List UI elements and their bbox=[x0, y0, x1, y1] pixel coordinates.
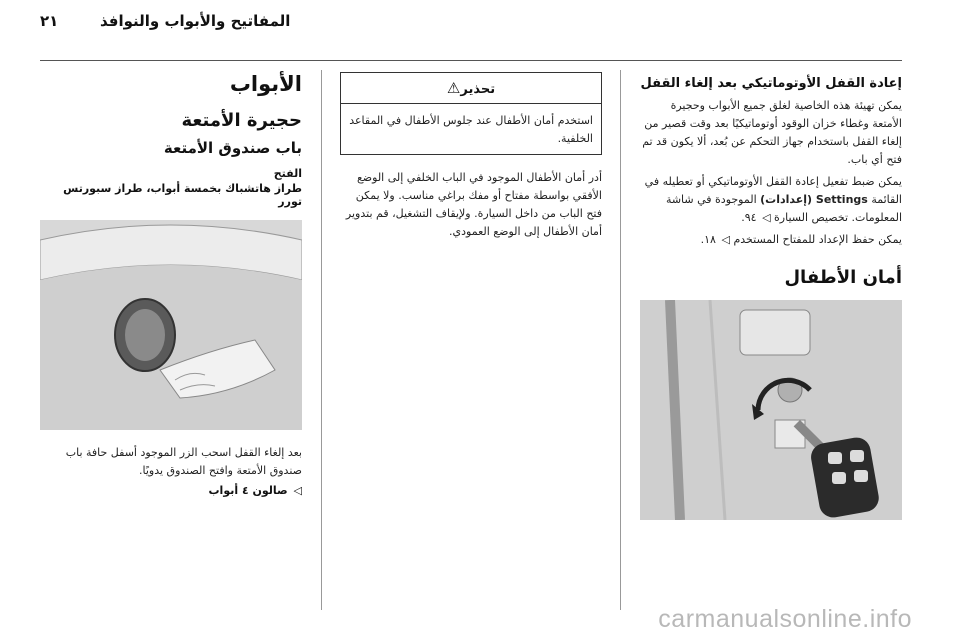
opening-label: الفتح bbox=[273, 167, 302, 180]
settings-text-pre: يمكن ضبط تفعيل إعادة القفل الأوتوماتيكي أو تعطيله في القائمة bbox=[644, 175, 902, 206]
settings-page-ref[interactable]: ٩٤ bbox=[744, 211, 757, 224]
key-setting-page-ref[interactable]: ١٨ bbox=[704, 233, 716, 246]
warning-header bbox=[341, 73, 601, 104]
middle-column bbox=[340, 72, 602, 245]
settings-text-post: الموجودة في شاشة المعلومات. تخصيص السيارة bbox=[665, 193, 902, 224]
column-divider bbox=[321, 70, 322, 610]
page-ref-icon: ◁ bbox=[721, 233, 730, 246]
luggage-compartment-title: حجيرة الأمتعة bbox=[181, 110, 302, 131]
page-title: المفاتيح والأبواب والنوافذ bbox=[100, 12, 291, 30]
saloon-ref bbox=[40, 484, 302, 497]
opening-models-text: طراز هاتشباك بخمسة أبواب، طراز سبورتس تورر bbox=[63, 182, 302, 208]
tailgate-caption: بعد إلغاء القفل اسحب الزر الموجود أسفل حافة باب صندوق الأمتعة وافتح الصندوق يدويًا. bbox=[65, 446, 302, 477]
child-lock-drawing bbox=[640, 300, 902, 520]
warning-box bbox=[340, 72, 602, 155]
warning-body: استخدم أمان الأطفال عند جلوس الأطفال في المقاعد الخلفية. bbox=[349, 114, 593, 145]
doors-title: الأبواب bbox=[229, 72, 302, 96]
child-safety-title: أمان الأطفال bbox=[784, 267, 902, 288]
warning-triangle-icon: ⚠ bbox=[446, 79, 461, 97]
auto-relock-settings-text: يمكن ضبط تفعيل إعادة القفل الأوتوماتيكي أو تعطيله في القائمة Settings (إعدادات) الموجودة في شاشة المعلومات. تخصيص السيارة ◁ ٩٤. bbox=[640, 173, 902, 227]
tailgate-title: باب صندوق الأمتعة bbox=[163, 139, 302, 157]
tailgate-opening-illustration bbox=[40, 220, 302, 430]
left-column bbox=[40, 72, 302, 497]
child-lock-instructions: أدر أمان الأطفال الموجود في الباب الخلفي إلى الوضع الأفقي بواسطة مفتاح أو مفك براغي مناسب. ولا يمكن فتح الباب من داخل السيارة. ولإيقاف التشغيل، قم بتدوير أمان الأطفال إلى الوضع العمودي. bbox=[345, 171, 602, 238]
tailgate-drawing bbox=[40, 220, 302, 430]
settings-menu-name: Settings (إعدادات) bbox=[760, 193, 868, 206]
page-ref-icon: ◁ bbox=[762, 211, 771, 224]
saloon-ref-text[interactable]: صالون ٤ أبواب bbox=[208, 484, 288, 497]
section-title-auto-relock: إعادة القفل الأوتوماتيكي بعد إلغاء القفل bbox=[640, 76, 902, 91]
page-ref-icon: ◁ bbox=[293, 484, 302, 497]
key-setting-text: يمكن حفظ الإعداد للمفتاح المستخدم ◁ ١٨. bbox=[640, 231, 902, 249]
page-number: ٢١ bbox=[40, 12, 59, 30]
right-column bbox=[640, 72, 902, 520]
warning-title: تحذير bbox=[460, 82, 496, 97]
auto-relock-description: يمكن تهيئة هذه الخاصية لغلق جميع الأبواب وحجيرة الأمتعة وغطاء خزان الوقود أوتوماتيكيًا بعد وقت قصير من إلغاء القفل باستخدام جهاز التحكم عن بُعد، ألا يكون قد تم فتح أي باب. bbox=[642, 99, 902, 166]
key-setting-pre: يمكن حفظ الإعداد للمفتاح المستخدم bbox=[733, 233, 902, 246]
column-divider bbox=[620, 70, 621, 610]
watermark: carmanualsonline.info bbox=[658, 605, 912, 633]
header-divider bbox=[40, 60, 902, 61]
child-lock-illustration bbox=[640, 300, 902, 520]
